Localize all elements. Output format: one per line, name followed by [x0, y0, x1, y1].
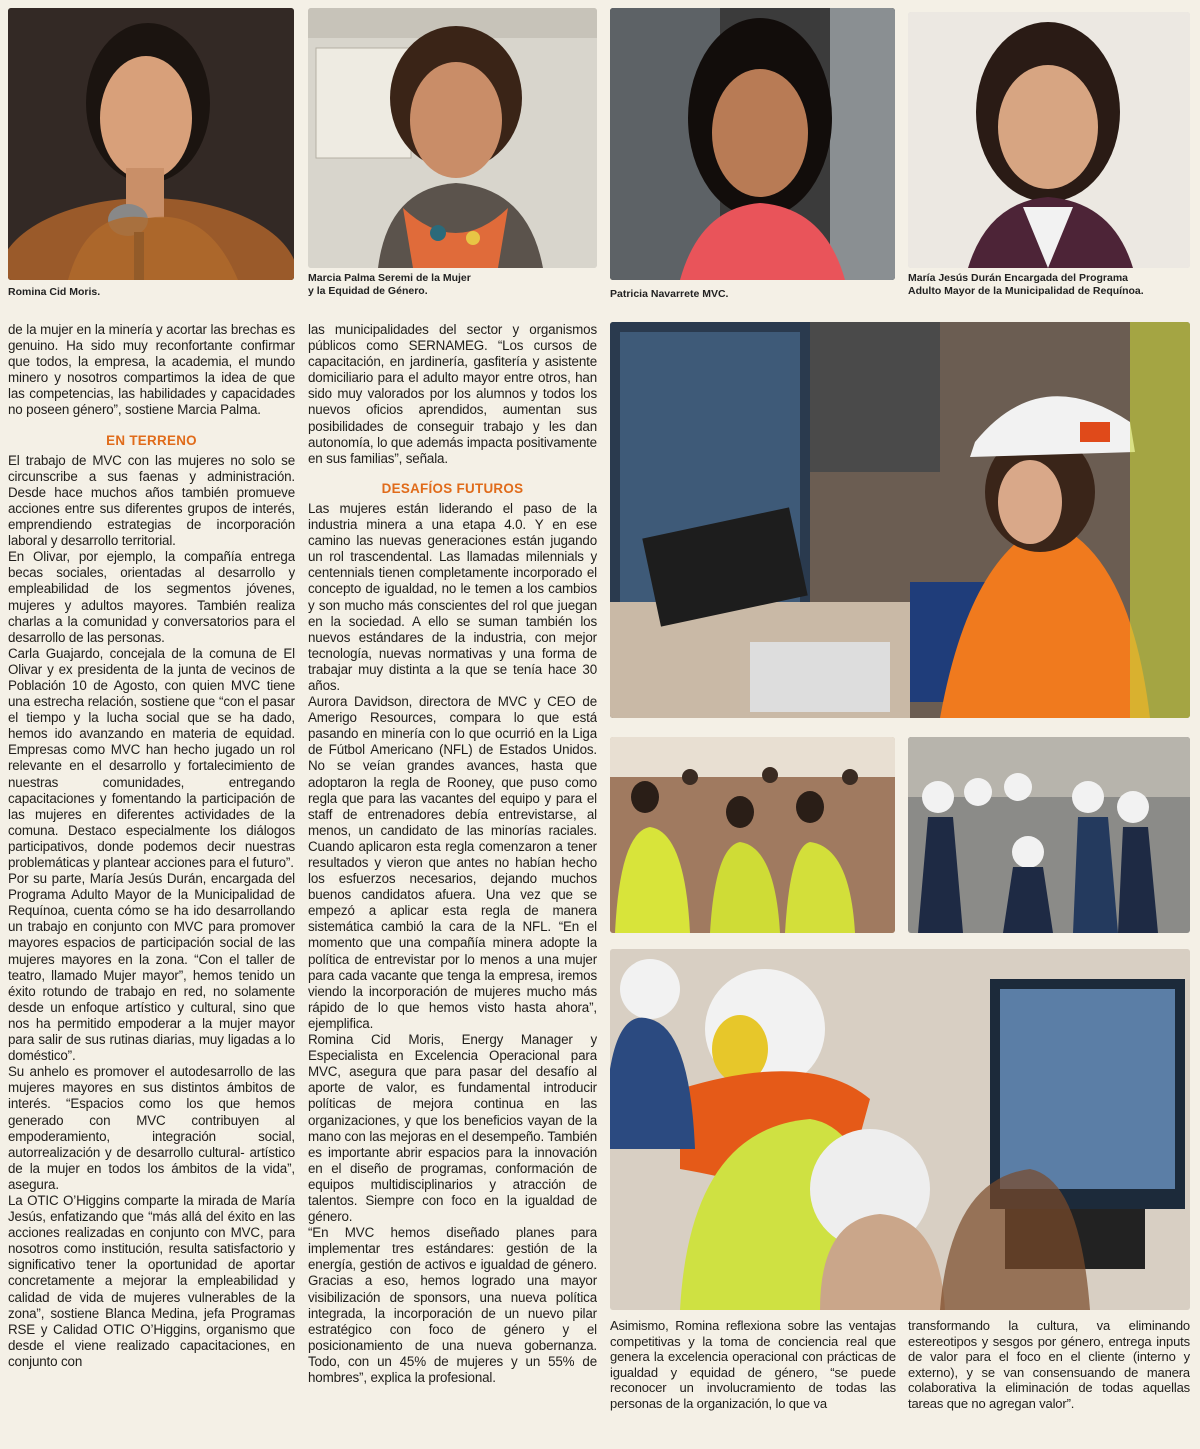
paragraph: de la mujer en la minería y acortar las brechas es genuino. Ha sido muy reconfortante confirmar que todos, la empresa, la academia, el mundo minero y nosotros compartimos la idea de que las competencias, las habilidades y capacidades no poseen género”, sostiene Marcia Palma.: [8, 322, 295, 418]
photo-screen-inspection: [610, 949, 1190, 1310]
paragraph: Las mujeres están liderando el paso de la industria minera a una etapa 4.0. Y en ese camino las nuevas generaciones están jugando un rol trascendental. Las llamadas milennials y centennials tienen completamente incorporado el concepto de igualdad, no le temen a los cambios y son mucho más conscientes del rol que juegan en la sociedad. A ello se suman también los nuevos estándares de la industria, con mejor tecnología, nuevas normativas y una forma de trabajar muy distinta a la que se tenía hace 30 años.: [308, 500, 597, 693]
paragraph: Asimismo, Romina reflexiona sobre las ventajas competitivas y la toma de conciencia real que genera la excelencia operacional con prácticas de igualdad y equidad de género, “se puede reconocer un involucramiento de todas las personas de la organización, lo que va: [610, 1318, 896, 1411]
portrait-photo-maria-jesus: [908, 12, 1190, 268]
caption-line: y la Equidad de Género.: [308, 285, 428, 297]
portrait-photo-patricia: [610, 8, 895, 280]
paragraph: Carla Guajardo, concejala de la comuna de El Olivar y ex presidenta de la junta de vecinos de Población 10 de Agosto, con quien MVC tiene una estrecha relación, sostiene que “con el pasar el tiempo y la lucha social que se ha dado, hemos ido avanzando en materia de equidad. Empresas como MVC han hecho jugado un rol relevante en el desarrollo y fortalecimiento de nuestras comunidades, entregando capacitaciones y fomentando la participación de las mujeres en diferentes actividades de la comuna. Destaco especialmente los diálogos participativos, donde podemos decir nuestras problemáticas y plantear acciones para el futuro”.: [8, 645, 295, 870]
caption-line: María Jesús Durán Encargada del Programa: [908, 272, 1129, 284]
paragraph: Su anhelo es promover el autodesarrollo de las mujeres mayores en sus distintos ámbitos de interés. “Espacios como los que hemos generado con MVC contribuyen al empoderamiento, integración social, autorrealización y de desarrollo cultural- artístico de la mujer en todos los ámbitos de la vida”, asegura.: [8, 1064, 295, 1192]
caption-line: Adulto Mayor de la Municipalidad de Requínoa.: [908, 285, 1144, 297]
paragraph: transformando la cultura, va eliminando estereotipos y sesgos por género, entrega inputs de valor para el foco en el cliente (interno y externo), y se van consensuando de manera colaborativa la eliminación de todas aquellas tareas que no agregan valor”.: [908, 1318, 1190, 1411]
photo-plant-visit-helmets: [908, 737, 1190, 933]
paragraph: El trabajo de MVC con las mujeres no solo se circunscribe a sus faenas y administración. Desde hace muchos años también promueve acciones entre sus diferentes grupos de interés, emprendiendo estrategias de incorporación laboral y desarrollo territorial.: [8, 452, 295, 549]
portrait-caption-romina: [8, 286, 100, 299]
article-column-4: [908, 1318, 1190, 1444]
section-title-desafios-futuros: DESAFÍOS FUTUROS: [381, 480, 524, 496]
paragraph: Por su parte, María Jesús Durán, encargada del Programa Adulto Mayor de la Municipalidad de Requínoa, cuenta cómo se ha ido desarrollando un trabajo en conjunto con MVC para promover mayores espacios de participación social de las mujeres mayores en la zona. “Con el taller de teatro, llamado Mujer mayor”, hemos tenido un éxito rotundo de trabajo en red, no solamente desde un enfoque artístico y cultural, sino que nos ha permitido empoderar a la mujer mayor para salir de sus rutinas diarias, muy ligadas a lo doméstico”.: [8, 871, 295, 1064]
paragraph: La OTIC O’Higgins comparte la mirada de María Jesús, enfatizando que “más allá del éxito en las acciones realizadas en conjunto con MVC, para nosotros como institución, resulta satisfactorio y significativo tener la oportunidad de aportar concretamente a mejorar la empleabilidad y calidad de vida de mujeres vulnerables de la zona”, sostiene Blanca Medina, jefa Programas RSE y Calidad OTIC O’Higgins, organismo que desde el viene realizado capacitaciones, en conjunto con: [8, 1192, 295, 1369]
caption-line: Marcia Palma Seremi de la Mujer: [308, 272, 471, 284]
article-column-3: [610, 1318, 896, 1444]
paragraph: Romina Cid Moris, Energy Manager y Especialista en Excelencia Operacional para MVC, asegura que para pasar del desafío al aporte de valor, es fundamental introducir políticas de mejora continua en las organizaciones, y que los beneficios vayan de la mano con las mejoras en el desempeño. También es importante abrir espacios para la innovación en el diseño de programas, conformación de equipos multidisciplinarios y atracción de talentos. Siempre con foco en la igualdad de género.: [308, 1032, 597, 1225]
section-title-en-terreno: EN TERRENO: [106, 432, 197, 448]
paragraph: En Olivar, por ejemplo, la compañía entrega becas sociales, orientadas al desarrollo y empleabilidad de los segmentos jóvenes, mujeres y adultos mayores. También realiza charlas a la comunidad y conversatorios para el desarrollo de las personas.: [8, 549, 295, 645]
photo-control-room-operator: [610, 322, 1190, 718]
article-column-1: [8, 322, 295, 1444]
caption-text: Patricia Navarrete MVC.: [610, 288, 729, 300]
paragraph: Aurora Davidson, directora de MVC y CEO de Amerigo Resources, compara lo que está pasando en minería con lo que ocurrió en la Liga de Fútbol Americano (NFL) de Estados Unidos. No se veían grandes avances, hasta que adoptaron la regla de Rooney, que puso como regla que para las vacantes del equipo y para el staff de entrenadores debía entrevistarse, al menos, un candidato de las minorías raciales. Cuando aplicaron esta regla comenzaron a tener resultados y vieron que antes no habían hecho los esfuerzos necesarios, dejando muchos buenos candidatos afuera. Una vez que se empezó a aplicar esta regla de manera sistemática cambió la cara de la NFL. “En el momento que una compañía minera adopte la política de entrevistar por lo menos a una mujer para cada vacante que tenga la empresa, iremos viendo la incorporación de mujeres mucho más rápido de lo que hemos visto hasta ahora”, ejemplifica.: [308, 694, 597, 1031]
photo-audience-workshop: [610, 737, 895, 933]
paragraph: las municipalidades del sector y organismos públicos como SERNAMEG. “Los cursos de capacitación, en jardinería, gasfitería y asistente domiciliario para el adulto mayor entre otros, han sido muy valorados por los alumnos y todos los nuevos oficios aprendidos, aumentan sus posibilidades de conseguir trabajo y les dan autonomía, lo que además impacta positivamente en sus familias”, señala.: [308, 322, 597, 466]
paragraph: “En MVC hemos diseñado planes para implementar tres estándares: gestión de la energía, gestión de activos e igualdad de género. Gracias a eso, hemos logrado una mayor visibilización de sponsors, una nueva política integrada, la incorporación de un nuevo pilar estratégico con foco de género y el posicionamiento de una nueva gobernanza. Todo, con un 45% de mujeres y un 55% de hombres”, explica la profesional.: [308, 1225, 597, 1385]
article-column-2: [308, 322, 597, 1444]
portrait-photo-romina: [8, 8, 294, 280]
caption-text: Romina Cid Moris.: [8, 286, 101, 298]
portrait-caption-marcia: [308, 272, 471, 298]
portrait-caption-maria-jesus: [908, 272, 1144, 298]
portrait-caption-patricia: [610, 288, 728, 301]
portrait-photo-marcia: [308, 8, 597, 268]
